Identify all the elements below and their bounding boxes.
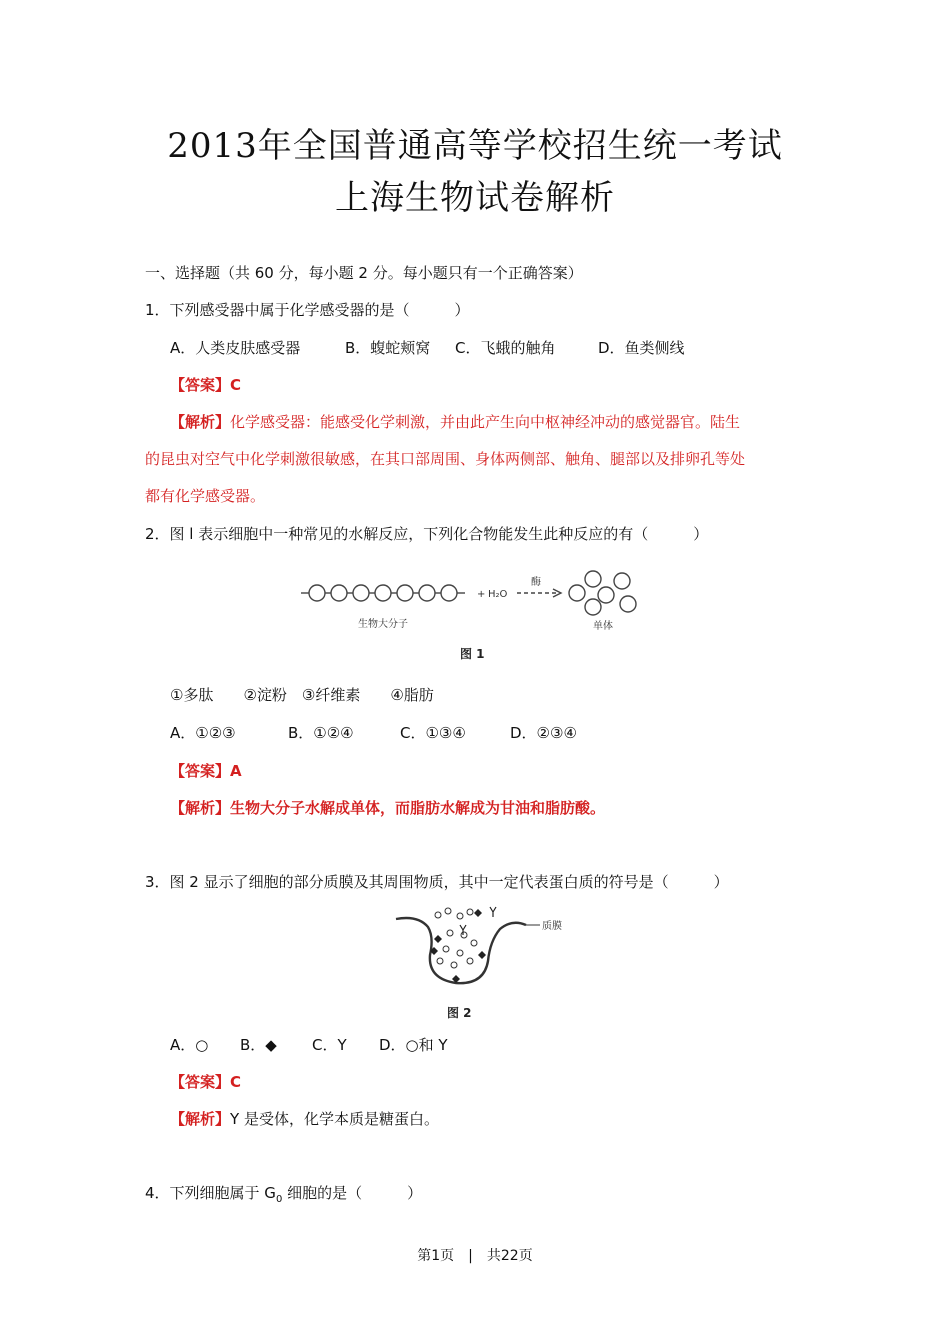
section-heading: 一、选择题（共 60 分，每小题 2 分。每小题只有一个正确答案） — [145, 264, 583, 282]
figure-1-enzyme: 酶 — [531, 577, 541, 588]
figure-1-label-monomer: 单体 — [593, 621, 613, 632]
q1-option-c: C．飞蛾的触角 — [455, 339, 556, 357]
q1-answer — [170, 374, 241, 395]
figure-2-caption: 图 2 — [447, 1006, 472, 1020]
figure-1-water: H₂O — [488, 589, 508, 600]
q1-analysis-text1: 化学感受器：能感受化学刺激，并由此产生向中枢神经冲动的感觉器官。陆生 — [230, 413, 741, 431]
q3-option-c: C．Y — [312, 1036, 347, 1054]
figure-1-caption: 图 1 — [460, 647, 485, 661]
q2-analysis-text: 生物大分子水解成单体，而脂肪水解成为甘油和脂肪酸。 — [230, 799, 606, 817]
q3-answer-value: C — [230, 1073, 242, 1091]
analysis-label: 【解析】 — [170, 413, 231, 431]
q2-answer-value: A — [230, 762, 242, 780]
q2-option-c: C．①③④ — [400, 724, 466, 742]
q2-option-d: D．②③④ — [510, 724, 577, 742]
q3-options — [170, 1034, 448, 1055]
answer-label: 【答案】 — [170, 762, 231, 780]
q3-analysis — [170, 1108, 439, 1129]
q4-stem-sub: 0 — [275, 1194, 283, 1205]
q2-analysis — [170, 797, 605, 818]
q2-option-b: B．①②④ — [288, 724, 354, 742]
page-title: 2013年全国普通高等学校招生统一考试 — [167, 126, 783, 166]
q1-analysis-line2: 的昆虫对空气中化学刺激很敏感，在其口部周围、身体两侧部、触角、腿部以及排卵孔等处 — [145, 450, 746, 468]
figure-2-membrane — [390, 903, 570, 993]
analysis-label: 【解析】 — [170, 799, 231, 817]
q1-option-a: A．人类皮肤感受器 — [170, 339, 301, 357]
q1-options — [170, 337, 685, 358]
page-subtitle: 上海生物试卷解析 — [335, 178, 615, 218]
answer-label: 【答案】 — [170, 1073, 231, 1091]
q3-option-a: A．○ — [170, 1036, 209, 1054]
q4-stem-pre: 4．下列细胞属于 G — [145, 1184, 276, 1202]
q3-option-b: B．◆ — [240, 1036, 277, 1054]
q1-answer-value: C — [230, 376, 242, 394]
q1-option-b: B．蝮蛇颊窝 — [345, 339, 431, 357]
page-footer: 第1页 | 共22页 — [417, 1248, 533, 1264]
q3-analysis-text: Y 是受体，化学本质是糖蛋白。 — [230, 1110, 439, 1128]
q1-analysis-line1 — [170, 411, 740, 432]
figure-1-plus: + — [477, 589, 486, 600]
figure-1-hydrolysis — [295, 565, 645, 640]
answer-label: 【答案】 — [170, 376, 231, 394]
analysis-label: 【解析】 — [170, 1110, 231, 1128]
q2-stem: 2．图 l 表示细胞中一种常见的水解反应，下列化合物能发生此种反应的有（ ） — [145, 525, 709, 543]
q3-stem: 3．图 2 显示了细胞的部分质膜及其周围物质，其中一定代表蛋白质的符号是（ ） — [145, 873, 729, 891]
q1-analysis-line3: 都有化学感受器。 — [145, 487, 266, 505]
figure-2-label-membrane: 质膜 — [542, 921, 562, 932]
q3-answer — [170, 1071, 241, 1092]
q3-option-d: D．○和 Y — [379, 1036, 448, 1054]
q2-option-a: A．①②③ — [170, 724, 236, 742]
q2-options — [170, 722, 577, 743]
figure-1-label-macromolecule: 生物大分子 — [358, 619, 408, 630]
q1-option-d: D．鱼类侧线 — [598, 339, 685, 357]
q4-stem — [145, 1182, 422, 1205]
q4-stem-post: 细胞的是（ ） — [282, 1184, 423, 1202]
q2-items: ①多肽 ②淀粉 ③纤维素 ④脂肪 — [170, 686, 434, 704]
q2-answer — [170, 760, 242, 781]
q1-stem: 1．下列感受器中属于化学感受器的是（ ） — [145, 301, 470, 319]
